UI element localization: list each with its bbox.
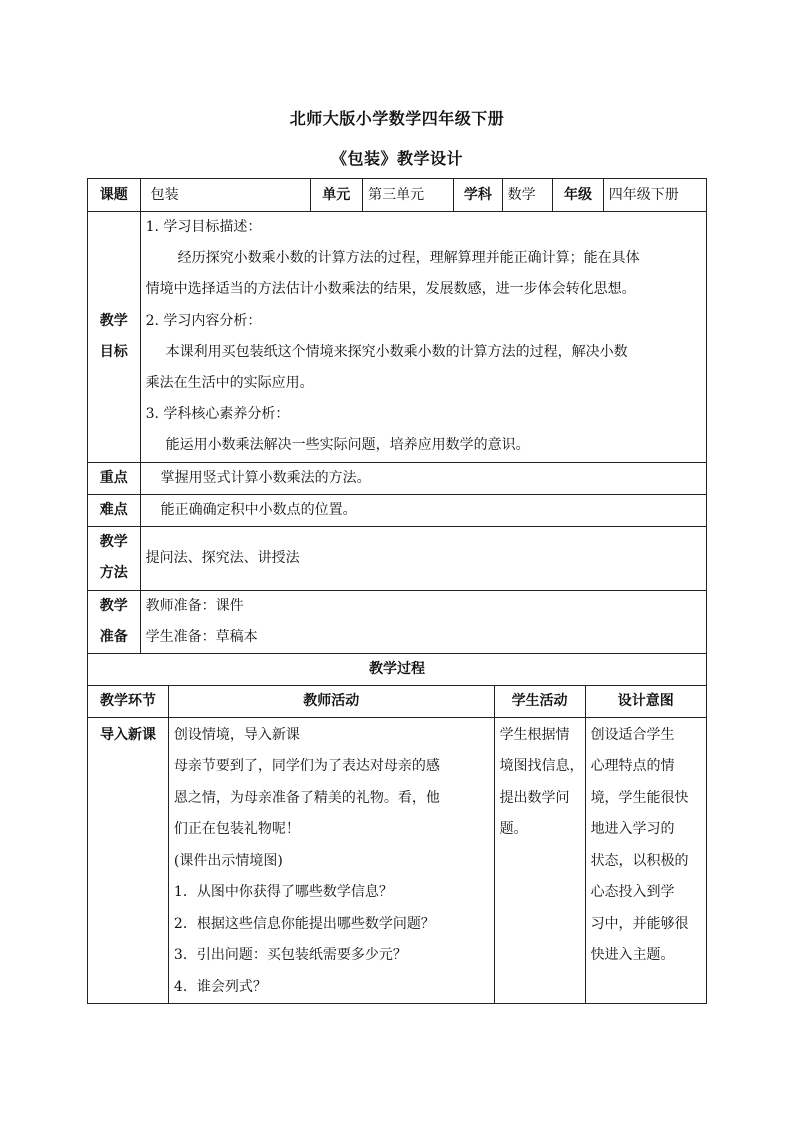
teacher-preparation: 教师准备：课件 <box>145 597 244 614</box>
subject-value: 数学 <box>502 179 553 212</box>
column-header-stage: 教学环节 <box>88 685 169 717</box>
goal-line: 能运用小数乘法解决一些实际问题，培养应用数学的意识。 <box>165 437 530 454</box>
difficulty-row <box>88 494 707 526</box>
goals-label <box>88 212 141 463</box>
preparation-label-line2: 准备 <box>99 628 128 645</box>
goal-line: 本课利用买包装纸这个情境来探究小数乘小数的计算方法的过程，解决小数 <box>165 343 628 360</box>
preparation-label-line1: 教学 <box>99 597 128 614</box>
goals-content <box>140 212 706 463</box>
preparation-content <box>140 590 706 653</box>
grade-label: 年级 <box>553 179 604 212</box>
goals-label-line2: 目标 <box>99 343 128 360</box>
method-text: 提问法、探究法、讲授法 <box>140 526 706 590</box>
process-title-row <box>88 653 707 685</box>
teacher-activity-line: 4．谁会列式？ <box>173 978 267 995</box>
design-intent-line: 境，学生能很快 <box>590 789 689 806</box>
student-activity-line: 题。 <box>499 821 528 838</box>
goal-line: 1. 学习目标描述： <box>145 219 262 235</box>
column-header-intent: 设计意图 <box>585 685 706 717</box>
design-intent-line: 快进入主题。 <box>590 947 675 964</box>
column-header-teacher: 教师活动 <box>168 685 494 717</box>
teacher-activity-line: 创设情境，导入新课 <box>173 726 300 743</box>
unit-value: 第三单元 <box>363 179 454 212</box>
teacher-activity-line: 恩之情，为母亲准备了精美的礼物。看，他 <box>173 789 440 806</box>
design-intent-line: 心态投入到学 <box>590 884 675 901</box>
goal-line: 情境中选择适当的方法估计小数乘法的结果，发展数感，进一步体会转化思想。 <box>145 281 636 298</box>
lesson-plan-table <box>87 178 707 1004</box>
teacher-activity-line: (课件出示情境图) <box>173 852 283 869</box>
preparation-row <box>88 590 707 653</box>
document-subtitle: 《包装》教学设计 <box>330 149 463 168</box>
process-header-row <box>88 685 707 717</box>
student-preparation: 学生准备：草稿本 <box>145 628 258 645</box>
process-title: 教学过程 <box>88 653 707 685</box>
goal-line: 乘法在生活中的实际应用。 <box>145 375 314 392</box>
topic-value: 包装 <box>140 179 310 212</box>
student-activity-line: 境图找信息， <box>499 758 584 775</box>
difficulty-text: 能正确确定积中小数点的位置。 <box>140 494 706 526</box>
difficulty-label: 难点 <box>88 494 141 526</box>
unit-label: 单元 <box>310 179 363 212</box>
teacher-activity-line: 2．根据这些信息你能提出哪些数学问题？ <box>173 915 435 932</box>
key-point-row <box>88 462 707 494</box>
design-intent-line: 地进入学习的 <box>590 821 675 838</box>
column-header-student: 学生活动 <box>494 685 585 717</box>
document-title: 北师大版小学数学四年级下册 <box>289 109 505 128</box>
method-label-line2: 方法 <box>99 565 128 582</box>
student-activity <box>494 717 585 1004</box>
key-point-label: 重点 <box>88 462 141 494</box>
goal-line: 2. 学习内容分析： <box>145 312 262 329</box>
method-label <box>88 526 141 590</box>
subject-label: 学科 <box>454 179 503 212</box>
design-intent-line: 习中，并能够很 <box>590 915 689 932</box>
key-point-text: 掌握用竖式计算小数乘法的方法。 <box>140 462 706 494</box>
teacher-activity-line: 3．引出问题：买包装纸需要多少元？ <box>173 947 407 964</box>
teacher-activity <box>168 717 494 1004</box>
process-content-row <box>88 717 707 1004</box>
stage-name: 导入新课 <box>88 717 169 1004</box>
teacher-activity-line: 母亲节要到了，同学们为了表达对母亲的感 <box>173 758 440 775</box>
teacher-activity-line: 们正在包装礼物呢！ <box>173 821 300 838</box>
student-activity-line: 学生根据情 <box>499 726 570 743</box>
grade-value: 四年级下册 <box>603 179 706 212</box>
student-activity-line: 提出数学问 <box>499 789 570 806</box>
design-intent <box>585 717 706 1004</box>
design-intent-line: 创设适合学生 <box>590 726 675 743</box>
goals-label-line1: 教学 <box>99 312 128 329</box>
method-label-line1: 教学 <box>99 534 128 551</box>
goal-line: 3. 学科核心素养分析： <box>145 406 290 423</box>
goal-line: 经历探究小数乘小数的计算方法的过程，理解算理并能正确计算；能在具体 <box>177 250 640 267</box>
goals-row <box>88 212 707 463</box>
preparation-label <box>88 590 141 653</box>
teacher-activity-line: 1．从图中你获得了哪些数学信息？ <box>173 884 393 901</box>
design-intent-line: 心理特点的情 <box>590 758 675 775</box>
topic-label: 课题 <box>88 179 141 212</box>
method-row <box>88 526 707 590</box>
design-intent-line: 状态，以积极的 <box>590 852 689 869</box>
info-row <box>88 179 707 212</box>
